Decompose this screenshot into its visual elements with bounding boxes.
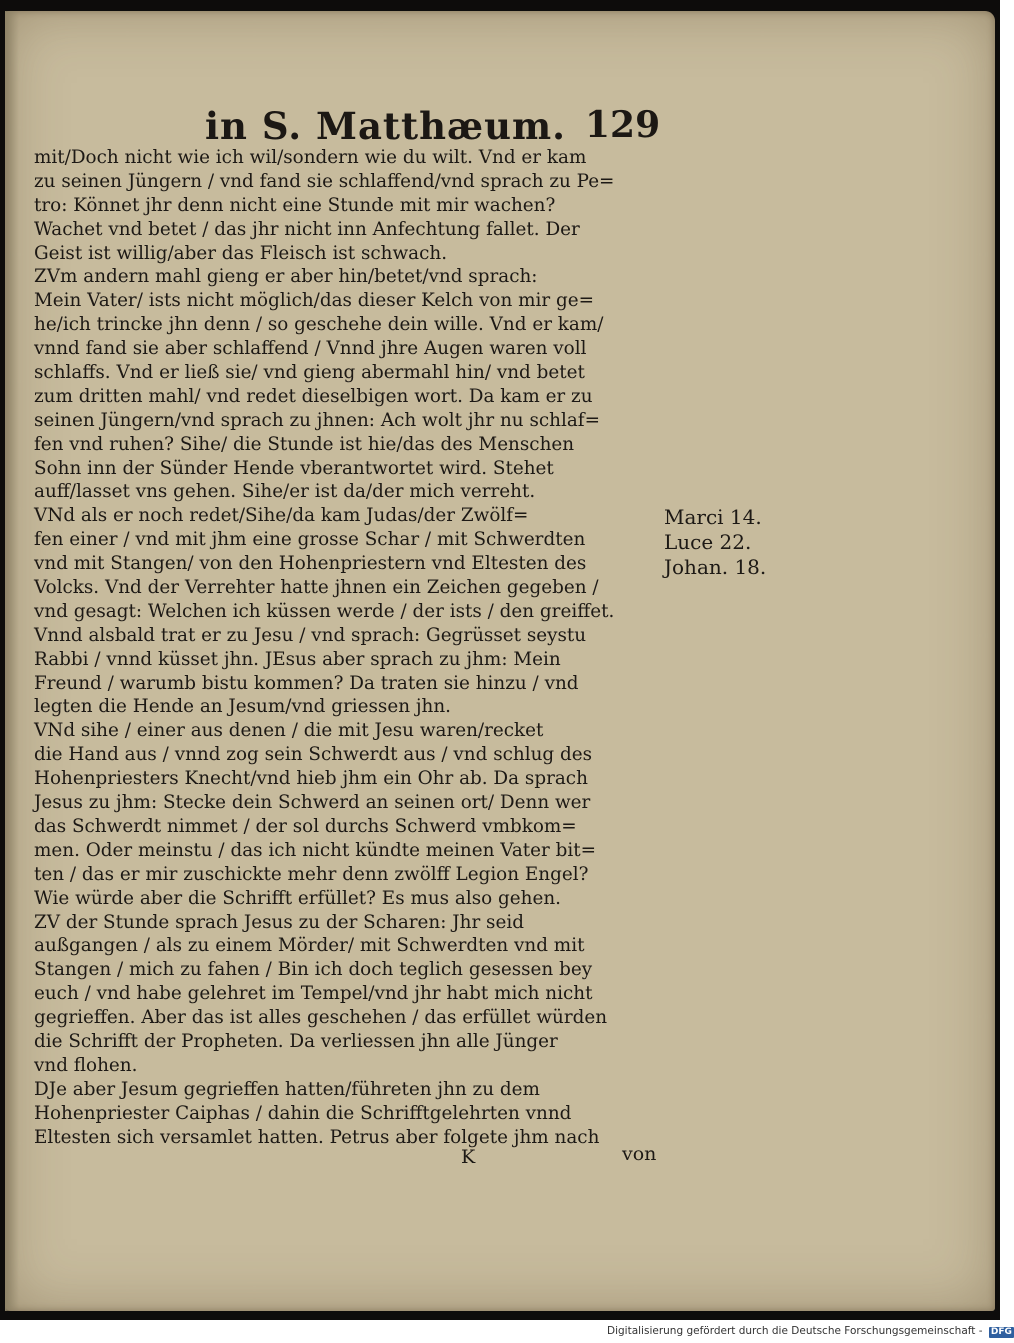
text-line: auff/lasset vns gehen. Sihe/er ist da/der mich verreht. [34, 480, 536, 503]
text-line: schlaffs. Vnd er ließ sie/ vnd gieng abermahl hin/ vnd betet [34, 361, 585, 384]
running-head: in S. Matthæum. [205, 104, 567, 148]
footer-credit-text: Digitalisierung gefördert durch die Deutsche Forschungsgemeinschaft - [607, 1325, 983, 1337]
text-line: mit/Doch nicht wie ich wil/sondern wie du wilt. Vnd er kam [34, 146, 587, 168]
text-line: ten / das er mir zuschickte mehr denn zwölff Legion Engel? [34, 862, 589, 885]
text-line: Hohenpriesters Knecht/vnd hieb jhm ein Ohr ab. Da sprach [34, 767, 588, 790]
body-text [34, 146, 674, 1149]
text-line: Mein Vater/ ists nicht möglich/das dieser Kelch von mir ge= [34, 289, 595, 312]
text-line: vnd gesagt: Welchen ich küssen werde / der ists / den greiffet. [34, 599, 615, 622]
text-line: Volcks. Vnd der Verrehter hatte jhnen ein Zeichen gegeben / [34, 576, 599, 599]
text-line: Vnnd alsbald trat er zu Jesu / vnd sprach: Gegrüsset seystu [34, 623, 587, 646]
text-line: DJe aber Jesum gegrieffen hatten/führeten jhn zu dem [34, 1077, 540, 1100]
text-line: zu seinen Jüngern / vnd fand sie schlaffend/vnd sprach zu Pe= [34, 169, 615, 192]
text-line: die Hand aus / vnnd zog sein Schwerdt aus / vnd schlug des [34, 743, 593, 766]
text-line: vnnd fand sie aber schlaffend / Vnnd jhre Augen waren voll [34, 337, 587, 360]
text-line: vnd mit Stangen/ von den Hohenpriestern vnd Eltesten des [34, 552, 587, 575]
text-line: VNd als er noch redet/Sihe/da kam Judas/der Zwölf= [34, 504, 529, 527]
marginal-note: Luce 22. [664, 530, 752, 554]
text-line: Rabbi / vnnd küsset jhn. JEsus aber sprach zu jhm: Mein [34, 647, 561, 670]
text-line: Wachet vnd betet / das jhr nicht inn Anfechtung fallet. Der [34, 217, 580, 240]
text-line: legten die Hende an Jesum/vnd griessen jhn. [34, 695, 452, 718]
text-line: vnd flohen. [34, 1053, 138, 1076]
text-line: Geist ist willig/aber das Fleisch ist schwach. [34, 241, 448, 264]
footer-credit [607, 1325, 1014, 1338]
text-line: tro: Könnet jhr denn nicht eine Stunde mit mir wachen? [34, 193, 556, 216]
text-line: men. Oder meinstu / das ich nicht kündte meinen Vater bit= [34, 838, 596, 861]
text-line: he/ich trincke jhn denn / so geschehe dein wille. Vnd er kam/ [34, 313, 604, 336]
text-line: Jesus zu jhm: Stecke dein Schwerd an seinen ort/ Denn wer [34, 791, 591, 814]
text-line: Eltesten sich versamlet hatten. Petrus aber folgete jhm nach [34, 1125, 600, 1148]
text-line: zum dritten mahl/ vnd redet dieselbigen wort. Da kam er zu [34, 384, 593, 407]
text-line: ZV der Stunde sprach Jesus zu der Scharen: Jhr seid [34, 910, 524, 933]
catchword: von [622, 1143, 657, 1165]
text-line: seinen Jüngern/vnd sprach zu jhnen: Ach wolt jhr nu schlaf= [34, 408, 600, 431]
text-line: Stangen / mich zu fahen / Bin ich doch teglich gesessen bey [34, 958, 593, 981]
text-line: gegrieffen. Aber das ist alles geschehen / das erfüllet würden [34, 1006, 608, 1029]
marginal-references [664, 505, 766, 580]
marginal-note: Marci 14. [664, 505, 762, 529]
folio-number: 129 [585, 104, 661, 146]
text-line: Hohenpriester Caiphas / dahin die Schrifftgelehrten vnnd [34, 1101, 572, 1124]
text-line: außgangen / als zu einem Mörder/ mit Schwerdten vnd mit [34, 934, 585, 957]
text-line: Wie würde aber die Schrifft erfüllet? Es mus also gehen. [34, 886, 561, 909]
text-line: das Schwerdt nimmet / der sol durchs Schwerd vmbkom= [34, 814, 577, 837]
text-line: VNd sihe / einer aus denen / die mit Jesu waren/recket [34, 719, 544, 742]
text-line: euch / vnd habe gelehret im Tempel/vnd jhr habt mich nicht [34, 982, 593, 1005]
text-line: ZVm andern mahl gieng er aber hin/betet/vnd sprach: [34, 265, 538, 288]
text-line: fen einer / vnd mit jhm eine grosse Schar / mit Schwerdten [34, 528, 586, 551]
text-line: fen vnd ruhen? Sihe/ die Stunde ist hie/das des Menschen [34, 432, 575, 455]
signature-mark: K [461, 1146, 476, 1168]
text-line: Sohn inn der Sünder Hende vberantwortet wird. Stehet [34, 456, 554, 479]
text-line: die Schrifft der Propheten. Da verliessen jhn alle Jünger [34, 1029, 558, 1052]
text-line: Freund / warumb bistu kommen? Da traten sie hinzu / vnd [34, 671, 579, 694]
page-edge-shadow [5, 11, 19, 1311]
dfg-logo: DFG [990, 1327, 1012, 1337]
marginal-note: Johan. 18. [664, 555, 767, 579]
